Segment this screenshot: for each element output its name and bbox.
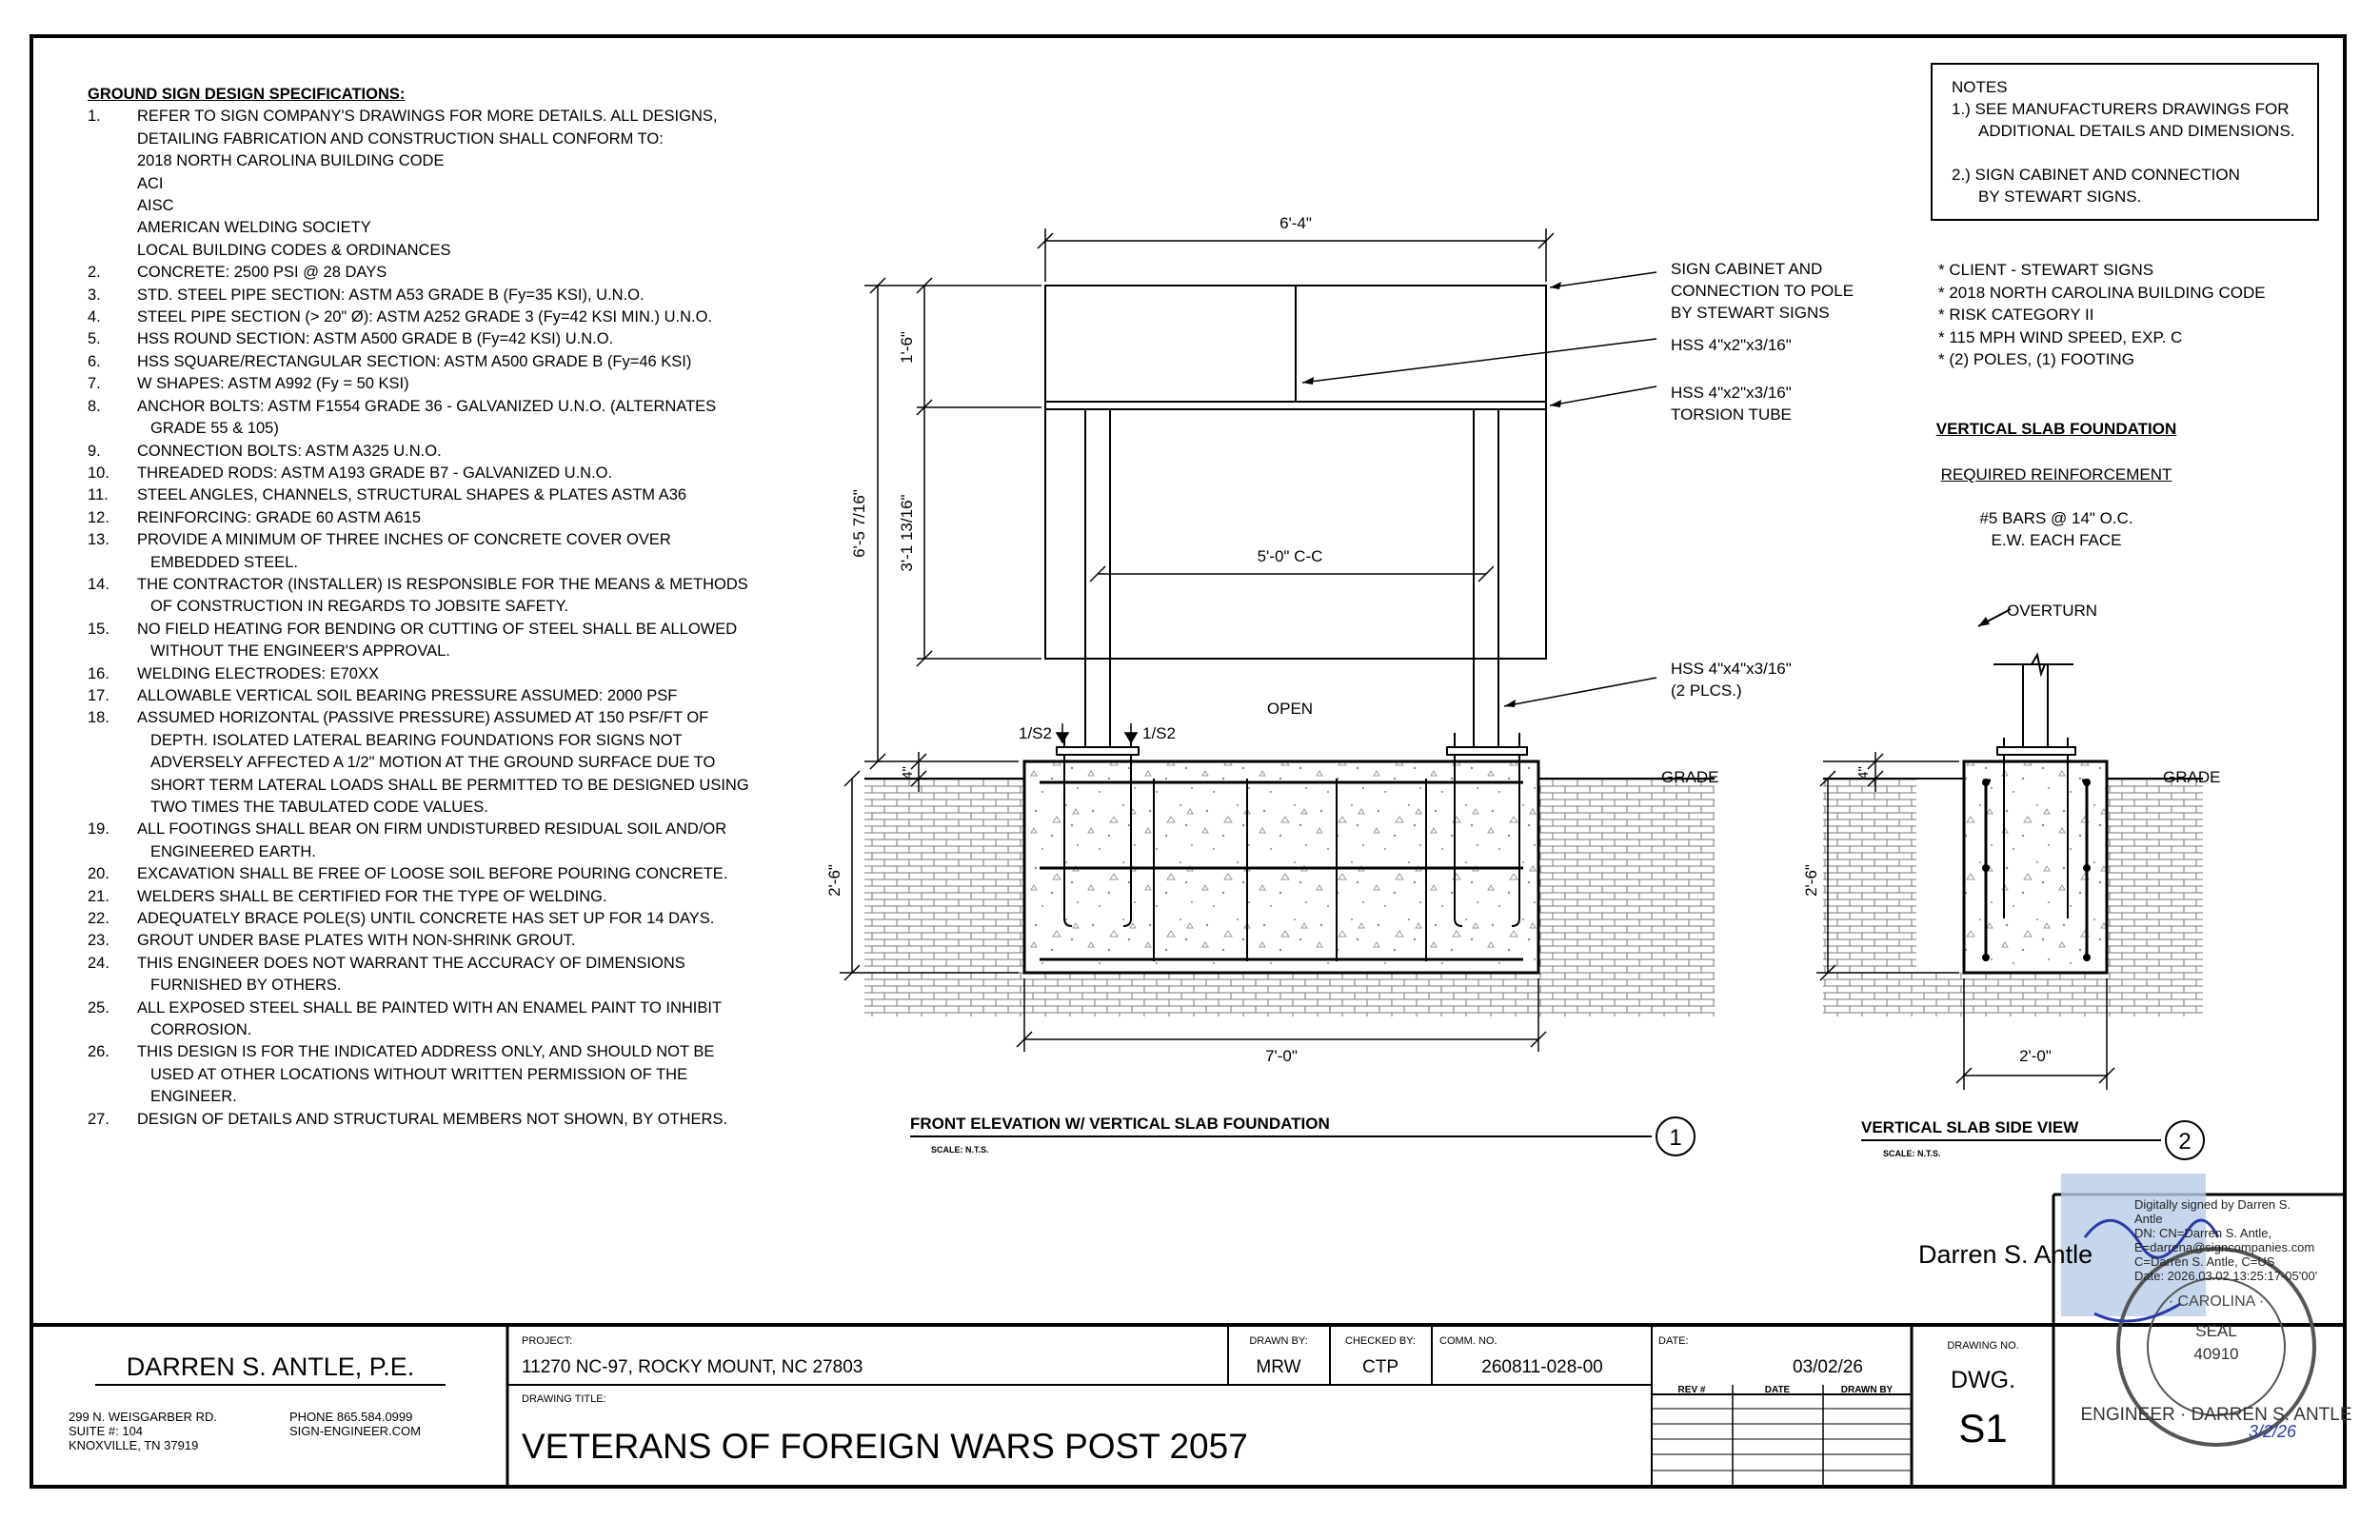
svg-text:COMM. NO.: COMM. NO. (1439, 1335, 1497, 1347)
spec-item (88, 529, 792, 574)
spec-item-text: EXCAVATION SHALL BE FREE OF LOOSE SOIL BEFORE POURING CONCRETE. (137, 865, 728, 883)
svg-text:DATE:: DATE: (1658, 1335, 1689, 1347)
slab-foundation-subtitle: REQUIRED REINFORCEMENT (1940, 465, 2172, 484)
signature-name: Darren S. Antle (1918, 1240, 2093, 1269)
spec-item-text: REFER TO SIGN COMPANY'S DRAWINGS FOR MORE DETAILS. ALL DESIGNS, (137, 108, 718, 126)
project-note: * 2018 NORTH CAROLINA BUILDING CODE (1938, 283, 2266, 302)
dim-total: 6'-5 7/16" (850, 489, 868, 558)
spec-item-text: ADEQUATELY BRACE POLE(S) UNTIL CONCRETE HAS SET UP FOR 14 DAYS. (137, 910, 715, 928)
svg-text:DRAWN BY:: DRAWN BY: (1249, 1335, 1308, 1347)
spec-item (88, 373, 792, 395)
spec-item (88, 328, 792, 350)
spec-item-number: 20. (88, 865, 109, 883)
svg-text:DRAWN BY: DRAWN BY (1840, 1385, 1894, 1395)
spec-item-text: ALL FOOTINGS SHALL BEAR ON FIRM UNDISTURBED RESIDUAL SOIL AND/OR (137, 820, 727, 839)
spec-item-text: HSS SQUARE/RECTANGULAR SECTION: ASTM A500 GRADE B (Fy=46 KSI) (137, 352, 692, 370)
side-title: VERTICAL SLAB SIDE VIEW (1861, 1118, 2079, 1136)
spec-item-text: AMERICAN WELDING SOCIETY (137, 219, 371, 237)
digital-signature: Digitally signed by Darren S. Antle DN: CN=Darren S. Antle, E=darrena@signcompanies.com C=Darren S. Antle, C=US Date: 2026.03.02 13:25:17-05'00' (2134, 1197, 2318, 1283)
spec-item-text: STEEL ANGLES, CHANNELS, STRUCTURAL SHAPES & PLATES ASTM A36 (137, 486, 687, 504)
spec-item-text: CONCRETE: 2500 PSI @ 28 DAYS (137, 264, 387, 282)
spec-item-text: ENGINEERED EARTH. (150, 842, 316, 860)
spec-item-text: ALL EXPOSED STEEL SHALL BE PAINTED WITH AN ENAMEL PAINT TO INHIBIT (137, 998, 723, 1017)
reinforcement-spacing: E.W. EACH FACE (1991, 531, 2122, 549)
spec-item-number: 5. (88, 330, 101, 348)
svg-text:KNOXVILLE, TN 37919: KNOXVILLE, TN 37919 (69, 1438, 199, 1452)
spec-item-text: EMBEDDED STEEL. (150, 553, 298, 571)
front-detail-number: 1 (1669, 1125, 1682, 1151)
svg-text:SUITE #: 104: SUITE #: 104 (69, 1424, 144, 1438)
spec-item (88, 351, 792, 373)
spec-item-text: AISC (137, 197, 174, 215)
spec-item-number: 21. (88, 887, 109, 905)
spec-item (88, 707, 792, 819)
spec-item (88, 396, 792, 441)
dim-depth: 2'-6" (825, 864, 843, 897)
project-note: * 115 MPH WIND SPEED, EXP. C (1938, 327, 2183, 346)
torsion-tube (1045, 402, 1546, 409)
spec-item-number: 25. (88, 998, 109, 1017)
spec-item (88, 574, 792, 619)
notes-box (1931, 63, 2319, 221)
soil-hatch-left (864, 779, 1024, 1017)
dim-4in: 4" (900, 766, 916, 780)
dim-top: 6'-4" (1279, 214, 1312, 232)
seal-word: SEAL (2195, 1322, 2237, 1340)
spec-item-number: 10. (88, 464, 109, 482)
spec-item-text: DEPTH. ISOLATED LATERAL BEARING FOUNDATIONS FOR SIGNS NOT (150, 731, 683, 749)
spec-item-text: THREADED RODS: ASTM A193 GRADE B7 - GALVANIZED U.N.O. (137, 464, 613, 482)
drawn-by: MRW (1256, 1357, 1301, 1377)
spec-item-number: 3. (88, 286, 101, 304)
spec-item-text: ACI (137, 174, 164, 192)
svg-text:REV #: REV # (1677, 1385, 1706, 1395)
checked-by: CTP (1362, 1357, 1398, 1377)
note-2: 2.) SIGN CABINET AND CONNECTION (1952, 166, 2240, 184)
spec-item (88, 285, 792, 306)
spec-item-text: CONNECTION BOLTS: ASTM A325 U.N.O. (137, 442, 442, 460)
drawing-date: 03/02/26 (1793, 1357, 1863, 1377)
spec-item-number: 12. (88, 508, 109, 526)
spec-item-text: PROVIDE A MINIMUM OF THREE INCHES OF CONCRETE COVER OVER (137, 531, 671, 549)
specifications (88, 84, 792, 1131)
spec-item-number: 2. (88, 264, 101, 282)
spec-item (88, 463, 792, 484)
project-note: * CLIENT - STEWART SIGNS (1938, 261, 2154, 279)
spec-item (88, 507, 792, 529)
svg-text:CHECKED BY:: CHECKED BY: (1345, 1335, 1416, 1347)
spec-item (88, 886, 792, 908)
slab-foundation-title: VERTICAL SLAB FOUNDATION (1935, 420, 2177, 438)
project-note: * RISK CATEGORY II (1938, 306, 2094, 324)
comm-number: 260811-028-00 (1481, 1357, 1603, 1377)
spec-item-text: SHORT TERM LATERAL LOADS SHALL BE PERMITTED TO BE DESIGNED USING (150, 776, 749, 794)
dim-cabinet: 1'-6" (898, 331, 916, 364)
spec-item-number: 18. (88, 709, 109, 727)
spec-item-number: 1. (88, 108, 101, 126)
open-label: OPEN (1266, 700, 1314, 718)
spec-item (88, 663, 792, 685)
spec-item-text: OF CONSTRUCTION IN REGARDS TO JOBSITE SAFETY. (150, 598, 569, 616)
reinforcement-bars: #5 BARS @ 14" O.C. (1979, 509, 2133, 527)
spec-item-number: 6. (88, 352, 101, 370)
project-note: * (2) POLES, (1) FOOTING (1938, 350, 2134, 368)
spec-item-text: NO FIELD HEATING FOR BENDING OR CUTTING OF STEEL SHALL BE ALLOWED (137, 620, 738, 638)
spec-item-text: STD. STEEL PIPE SECTION: ASTM A53 GRADE B (Fy=35 KSI), U.N.O. (137, 286, 645, 304)
spec-item-text: DETAILING FABRICATION AND CONSTRUCTION SHALL CONFORM TO: (137, 129, 664, 148)
firm-name: DARREN S. ANTLE, P.E. (126, 1352, 415, 1381)
spec-item-text: USED AT OTHER LOCATIONS WITHOUT WRITTEN PERMISSION OF THE (150, 1065, 688, 1083)
front-elevation (825, 214, 1858, 1155)
callout-cabinet: SIGN CABINET AND CONNECTION TO POLE BY STEWART SIGNS (1671, 260, 1854, 322)
spec-item-number: 16. (88, 664, 109, 682)
svg-text:DWG.: DWG. (1950, 1367, 2016, 1393)
section-mark-r: 1/S2 (1142, 724, 1176, 742)
spec-item-number: 4. (88, 308, 101, 326)
spec-item-text: ENGINEER. (150, 1088, 237, 1106)
callout-pole: HSS 4"x4"x3/16" (2 PLCS.) (1671, 660, 1792, 700)
spec-item-text: DESIGN OF DETAILS AND STRUCTURAL MEMBERS NOT SHOWN, BY OTHERS. (137, 1110, 728, 1128)
note-1: 1.) SEE MANUFACTURERS DRAWINGS FOR (1952, 100, 2290, 118)
spec-item-number: 17. (88, 686, 109, 704)
spec-item-number: 22. (88, 910, 109, 928)
svg-text:PHONE 865.584.0999: PHONE 865.584.0999 (289, 1410, 413, 1424)
spec-item-number: 15. (88, 620, 109, 638)
spec-item (88, 1109, 792, 1131)
svg-text:· CAROLINA ·: · CAROLINA · (2168, 1293, 2265, 1310)
side-dim-4in: 4" (1855, 766, 1872, 780)
title-block-text (69, 1335, 2019, 1466)
spec-item (88, 619, 792, 663)
side-detail-number: 2 (2178, 1129, 2192, 1155)
spec-item (88, 819, 792, 863)
spec-item (88, 863, 792, 885)
spec-item (88, 685, 792, 707)
spec-item-text: ASSUMED HORIZONTAL (PASSIVE PRESSURE) ASSUMED AT 150 PSF/FT OF (137, 709, 709, 727)
spec-item-text: W SHAPES: ASTM A992 (Fy = 50 KSI) (137, 375, 409, 393)
soil-hatch-right (1538, 779, 1715, 1017)
spec-item (88, 106, 792, 262)
project-notes (1938, 259, 2266, 371)
drawing-number: S1 (1958, 1406, 2008, 1451)
project-address: 11270 NC-97, ROCKY MOUNT, NC 27803 (522, 1357, 863, 1377)
spec-list (88, 106, 792, 1131)
spec-item (88, 441, 792, 463)
spec-item-number: 27. (88, 1110, 109, 1128)
side-scale: SCALE: N.T.S. (1883, 1149, 1941, 1158)
spec-item-number: 19. (88, 820, 109, 839)
side-view (1802, 602, 2220, 1159)
front-title: FRONT ELEVATION W/ VERTICAL SLAB FOUNDATION (910, 1115, 1330, 1133)
callout-torsion: HSS 4"x2"x3/16" TORSION TUBE (1671, 384, 1792, 424)
spec-item-number: 7. (88, 375, 101, 393)
spec-item-text: ALLOWABLE VERTICAL SOIL BEARING PRESSURE ASSUMED: 2000 PSF (137, 686, 678, 704)
spec-item-text: TWO TIMES THE TABULATED CODE VALUES. (150, 799, 488, 816)
side-dim-width: 2'-0" (2019, 1047, 2052, 1065)
seal-ring-text: ENGINEER · DARREN S. ANTLE (2080, 1405, 2352, 1425)
spec-item-text: LOCAL BUILDING CODES & ORDINANCES (137, 241, 451, 259)
spec-item-text: THIS DESIGN IS FOR THE INDICATED ADDRESS ONLY, AND SHOULD NOT BE (137, 1043, 715, 1061)
spec-item-text: STEEL PIPE SECTION (> 20" Ø): ASTM A252 GRADE 3 (Fy=42 KSI MIN.) U.N.O. (137, 308, 712, 326)
seal-number: 40910 (2193, 1345, 2239, 1363)
notes-title: NOTES (1952, 78, 2008, 96)
spec-item-text: HSS ROUND SECTION: ASTM A500 GRADE B (Fy=42 KSI) U.N.O. (137, 330, 614, 348)
spec-item-text: GROUT UNDER BASE PLATES WITH NON-SHRINK GROUT. (137, 932, 576, 950)
svg-text:SIGN-ENGINEER.COM: SIGN-ENGINEER.COM (289, 1424, 421, 1438)
spec-item-text: THE CONTRACTOR (INSTALLER) IS RESPONSIBLE FOR THE MEANS & METHODS (137, 575, 748, 593)
note-2-cont: BY STEWART SIGNS. (1978, 188, 2142, 206)
front-scale: SCALE: N.T.S. (931, 1145, 989, 1155)
svg-text:DRAWING NO.: DRAWING NO. (1947, 1340, 2019, 1352)
spec-item-text: ANCHOR BOLTS: ASTM F1554 GRADE 36 - GALVANIZED U.N.O. (ALTERNATES (137, 397, 717, 415)
spec-item-text: CORROSION. (150, 1021, 252, 1039)
svg-text:PROJECT:: PROJECT: (522, 1335, 573, 1347)
section-mark-l: 1/S2 (1019, 724, 1052, 742)
spec-item-text: REINFORCING: GRADE 60 ASTM A615 (137, 508, 421, 526)
spec-item-text: ADVERSELY AFFECTED A 1/2" MOTION AT THE GROUND SURFACE DUE TO (150, 754, 716, 772)
spec-item (88, 484, 792, 506)
spec-item-text: WITHOUT THE ENGINEER'S APPROVAL. (150, 642, 450, 661)
lower-panel (1045, 409, 1546, 659)
note-1-cont: ADDITIONAL DETAILS AND DIMENSIONS. (1978, 122, 2295, 140)
spec-title: GROUND SIGN DESIGN SPECIFICATIONS: (88, 86, 406, 103)
spec-item-number: 13. (88, 531, 109, 549)
handwritten-date: 3/2/26 (2249, 1422, 2297, 1441)
grade-label: GRADE (1661, 768, 1719, 786)
spec-item (88, 953, 792, 997)
spec-item-text: 2018 NORTH CAROLINA BUILDING CODE (137, 152, 445, 170)
spec-item-number: 9. (88, 442, 101, 460)
side-pole (2023, 664, 2048, 747)
spec-item-text: GRADE 55 & 105) (150, 420, 279, 438)
spec-item-text: FURNISHED BY OTHERS. (150, 977, 342, 995)
svg-text:DATE: DATE (1764, 1385, 1791, 1395)
side-dim-depth: 2'-6" (1802, 864, 1820, 897)
dim-clear: 3'-1 13/16" (898, 494, 916, 572)
overturn-label: OVERTURN (2007, 602, 2098, 620)
spec-item-number: 24. (88, 954, 109, 972)
spec-item-number: 14. (88, 575, 109, 593)
spec-item-number: 8. (88, 397, 101, 415)
soil-hatch-bottom (1024, 973, 1538, 1017)
spec-item-number: 11. (88, 486, 109, 504)
dim-width: 7'-0" (1265, 1047, 1298, 1065)
spec-item (88, 262, 792, 284)
spec-item-text: WELDERS SHALL BE CERTIFIED FOR THE TYPE OF WELDING. (137, 887, 607, 905)
spec-item-text: WELDING ELECTRODES: E70XX (137, 664, 379, 682)
side-grade-label: GRADE (2163, 768, 2221, 786)
svg-text:DRAWING TITLE:: DRAWING TITLE: (522, 1393, 606, 1405)
spec-item-number: 26. (88, 1043, 109, 1061)
spec-item (88, 1041, 792, 1108)
spec-item (88, 930, 792, 952)
spec-item (88, 997, 792, 1042)
seal-area (1918, 1174, 2352, 1445)
dim-cc: 5'-0" C-C (1257, 547, 1323, 565)
spec-item (88, 306, 792, 328)
svg-text:299 N. WEISGARBER RD.: 299 N. WEISGARBER RD. (69, 1410, 218, 1424)
drawing-title: VETERANS OF FOREIGN WARS POST 2057 (522, 1427, 1248, 1466)
spec-item-number: 23. (88, 932, 109, 950)
callout-hss: HSS 4"x2"x3/16" (1671, 336, 1792, 354)
spec-item (88, 908, 792, 930)
spec-item-text: THIS ENGINEER DOES NOT WARRANT THE ACCURACY OF DIMENSIONS (137, 954, 685, 972)
